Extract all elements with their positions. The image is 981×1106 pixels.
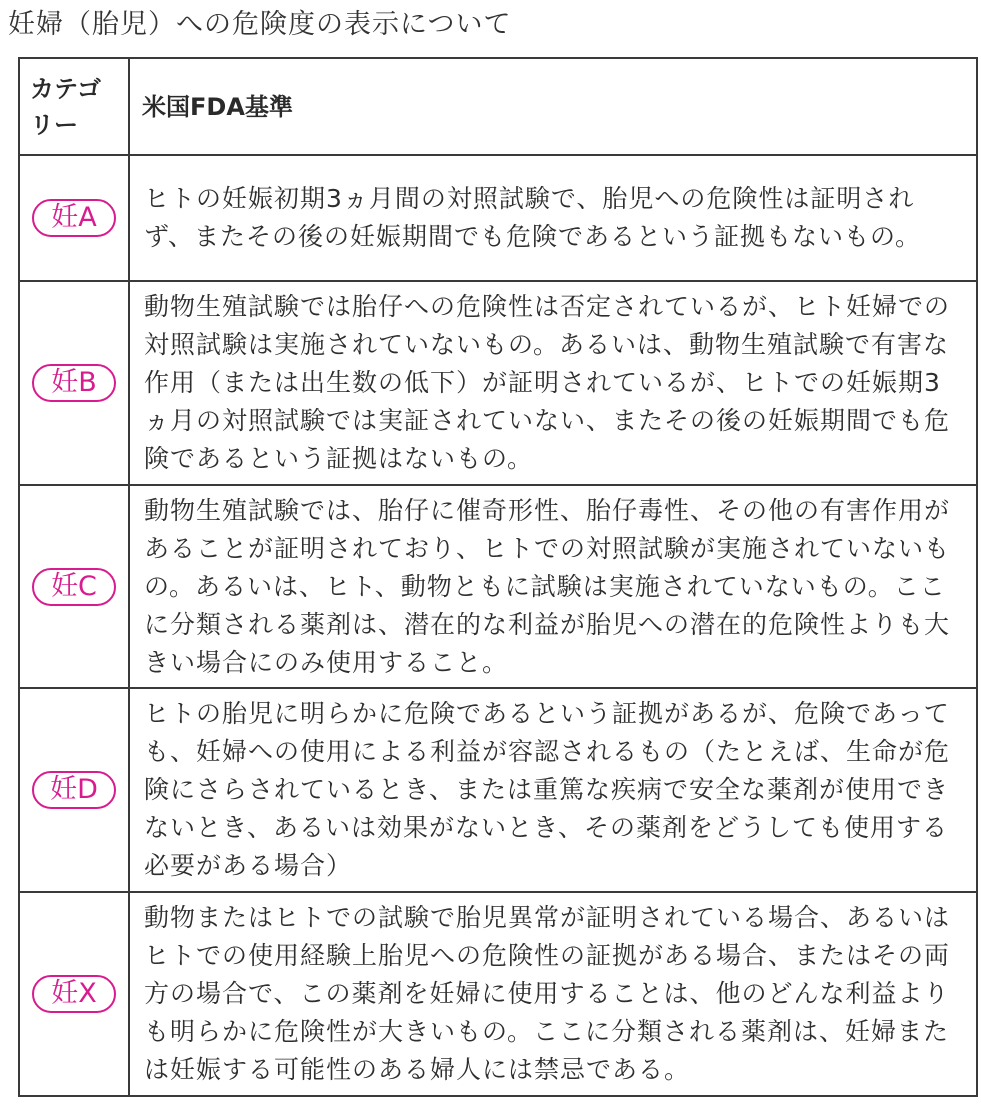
category-cell — [19, 688, 129, 892]
description-cell: 動物生殖試験では胎仔への危険性は否定されているが、ヒト妊婦での対照試験は実施されていないもの。あるいは、動物生殖試験で有害な作用（または出生数の低下）が証明されているが、ヒトでの妊娠期3ヵ月の対照試験では実証されていない、またその後の妊娠期間でも危険であるという証拠はないもの。 — [129, 281, 977, 485]
category-badge-d: 妊D — [32, 771, 116, 809]
category-cell — [19, 281, 129, 485]
table-row — [19, 155, 977, 281]
description-cell: 動物またはヒトでの試験で胎児異常が証明されている場合、あるいはヒトでの使用経験上胎児への危険性の証拠がある場合、またはその両方の場合で、この薬剤を妊婦に使用することは、他のどんな利益よりも明らかに危険性が大きいもの。ここに分類される薬剤は、妊婦または妊娠する可能性のある婦人には禁忌である。 — [129, 892, 977, 1096]
table-row — [19, 688, 977, 892]
table-row — [19, 892, 977, 1096]
category-cell — [19, 485, 129, 688]
table-row — [19, 281, 977, 485]
fda-category-table — [18, 57, 978, 1097]
page-title: 妊婦（胎児）への危険度の表示について — [8, 9, 512, 40]
header-fda-standard: 米国FDA基準 — [129, 58, 977, 155]
description-cell: ヒトの妊娠初期3ヵ月間の対照試験で、胎児への危険性は証明されず、またその後の妊娠期間でも危険であるという証拠もないもの。 — [129, 155, 977, 281]
category-cell — [19, 892, 129, 1096]
table-header-row — [19, 58, 977, 155]
table-row — [19, 485, 977, 688]
category-badge-a: 妊A — [32, 199, 116, 237]
category-cell — [19, 155, 129, 281]
description-cell: 動物生殖試験では、胎仔に催奇形性、胎仔毒性、その他の有害作用があることが証明されており、ヒトでの対照試験が実施されていないもの。あるいは、ヒト、動物ともに試験は実施されていないもの。ここに分類される薬剤は、潜在的な利益が胎児への潜在的危険性よりも大きい場合にのみ使用すること。 — [129, 485, 977, 688]
header-category: カテゴリー — [19, 58, 129, 155]
description-cell: ヒトの胎児に明らかに危険であるという証拠があるが、危険であっても、妊婦への使用による利益が容認されるもの（たとえば、生命が危険にさらされているとき、または重篤な疾病で安全な薬剤が使用できないとき、あるいは効果がないとき、その薬剤をどうしても使用する必要がある場合） — [129, 688, 977, 892]
category-badge-x: 妊X — [32, 975, 116, 1013]
category-badge-c: 妊C — [32, 568, 116, 606]
category-badge-b: 妊B — [32, 364, 116, 402]
